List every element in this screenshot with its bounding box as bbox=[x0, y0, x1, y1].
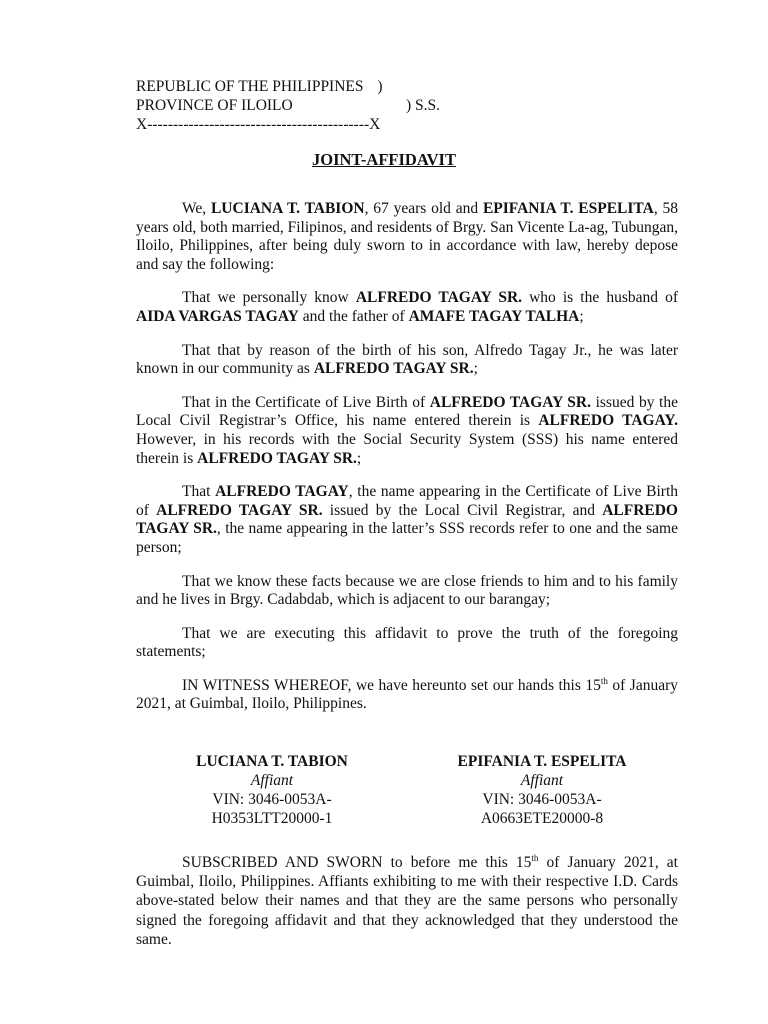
paragraph-jurat bbox=[136, 853, 678, 949]
affiant-name: EPIFANIA T. ESPELITA bbox=[482, 200, 654, 217]
subject-name: ALFREDO TAGAY SR. bbox=[197, 449, 357, 467]
caption-line-republic bbox=[136, 77, 383, 96]
text-run: That we personally know bbox=[182, 289, 356, 307]
text-run: issued by the Local Civil Registrar, and bbox=[322, 501, 603, 519]
text-run: However, in his records with the Social Security System (SSS) his name entered therein is bbox=[136, 430, 678, 467]
text-run: , 67 years old and bbox=[364, 200, 483, 217]
subject-name: ALFREDO TAGAY SR. bbox=[156, 501, 323, 519]
spouse-name: AIDA VARGAS TAGAY bbox=[136, 307, 299, 325]
affidavit-body bbox=[136, 200, 678, 729]
caption-ss: ) S.S. bbox=[406, 97, 441, 114]
text-run: of January 2021, at Guimbal, Iloilo, Philippines. bbox=[136, 676, 678, 713]
paragraph-knowledge: That we know these facts because we are close friends to him and to his family and he lives in Brgy. Cadabdab, which is adjacent to our barangay; bbox=[136, 572, 678, 609]
text-run: ; bbox=[473, 360, 478, 378]
text-run: IN WITNESS WHEREOF, we have hereunto set our hands this 15 bbox=[182, 676, 601, 694]
caption-line-separator bbox=[136, 115, 383, 134]
text-run: ; bbox=[356, 449, 362, 467]
text-run: who is the husband of bbox=[522, 289, 678, 307]
document-title: JOINT-AFFIDAVIT bbox=[312, 150, 456, 169]
signatory-vin-line2: A0663ETE20000-8 bbox=[480, 810, 604, 827]
text-run: ; bbox=[579, 307, 584, 325]
signatory-vin-line1: VIN: 3046-0053A- bbox=[212, 791, 332, 808]
caption-paren: ) bbox=[377, 78, 383, 95]
text-run: and the father of bbox=[298, 307, 409, 325]
paragraph-purpose: That we are executing this affidavit to prove the truth of the foregoing statements; bbox=[136, 624, 678, 661]
text-run: That in the Certificate of Live Birth of bbox=[182, 393, 430, 411]
signatory-name: EPIFANIA T. ESPELITA bbox=[457, 753, 627, 770]
ordinal-suffix: th bbox=[531, 852, 539, 863]
signature-block-tabion bbox=[152, 752, 392, 828]
subject-name: ALFREDO TAGAY SR. bbox=[355, 289, 523, 307]
text-run: , the name appearing in the Certificate of Live Birth of bbox=[136, 483, 679, 519]
paragraph-known-as bbox=[136, 342, 678, 379]
subject-name: ALFREDO TAGAY bbox=[215, 483, 349, 501]
paragraph-relation bbox=[136, 289, 678, 326]
subject-name: ALFREDO TAGAY SR. bbox=[136, 501, 678, 538]
paragraph-same-person bbox=[136, 483, 678, 557]
text-run: of January 2021, at Guimbal, Iloilo, Philippines. Affiants exhibiting to me with their respective I.D. Cards above-stated below their names and that they are the same persons who personally signed the foregoing affidavit and that they acknowledged that they understood the same. bbox=[136, 854, 678, 948]
signatory-vin-line2: H0353LTT20000-1 bbox=[211, 810, 333, 827]
subject-name: ALFREDO TAGAY SR. bbox=[429, 393, 591, 411]
signature-block-espelita bbox=[422, 752, 662, 828]
text-run: issued by the Local Civil Registrar’s Office, his name entered therein is bbox=[136, 393, 678, 430]
caption-separator: X-------------------------------------------X bbox=[136, 116, 381, 133]
signatory-role: Affiant bbox=[250, 772, 294, 789]
paragraph-witness bbox=[136, 677, 678, 714]
venue-caption bbox=[136, 77, 441, 134]
text-run: That that by reason of the birth of his son, Alfredo Tagay Jr., he was later known in our community as bbox=[136, 341, 678, 378]
signatory-vin-line1: VIN: 3046-0053A- bbox=[482, 791, 602, 808]
child-name: AMAFE TAGAY TALHA bbox=[408, 307, 580, 325]
subject-name: ALFREDO TAGAY. bbox=[538, 412, 678, 430]
caption-province-text: PROVINCE OF ILOILO bbox=[136, 97, 293, 114]
affiant-name: LUCIANA T. TABION bbox=[210, 200, 365, 217]
signatory-name: LUCIANA T. TABION bbox=[196, 753, 348, 770]
text-run: We, bbox=[182, 200, 211, 217]
signatory-role: Affiant bbox=[520, 772, 564, 789]
caption-line-province bbox=[136, 96, 441, 115]
text-run: SUBSCRIBED AND SWORN to before me this 15 bbox=[182, 854, 532, 871]
paragraph-records bbox=[136, 394, 678, 468]
text-run: That bbox=[182, 483, 216, 501]
subject-name: ALFREDO TAGAY SR. bbox=[313, 360, 474, 378]
jurat-section bbox=[136, 853, 678, 964]
text-run: , the name appearing in the latter’s SSS records refer to one and the same person; bbox=[136, 520, 678, 556]
ordinal-suffix: th bbox=[600, 675, 608, 686]
caption-republic-text: REPUBLIC OF THE PHILIPPINES bbox=[136, 78, 364, 95]
text-run: , 58 years old, both married, Filipinos, and residents of Brgy. San Vicente La-ag, Tubungan, Iloilo, Philippines, after being duly sworn to in accordance with law, hereby depose and say the following: bbox=[136, 200, 679, 273]
paragraph-affiants bbox=[136, 200, 678, 274]
